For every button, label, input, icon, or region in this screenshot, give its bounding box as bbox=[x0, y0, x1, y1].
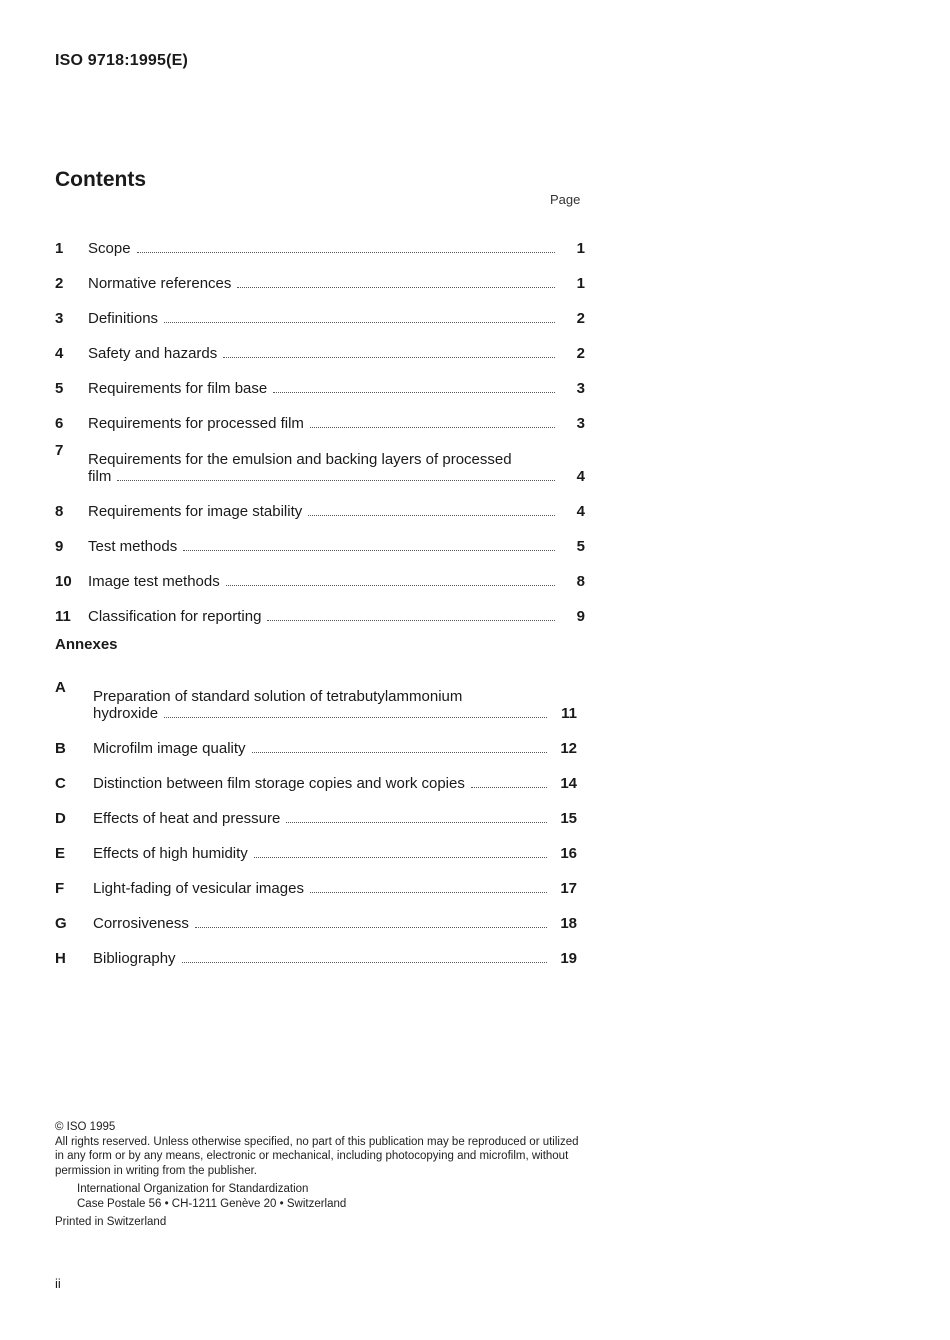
page-reference: 12 bbox=[560, 740, 577, 757]
page-reference: 2 bbox=[576, 310, 585, 327]
entry-title: Effects of high humidity bbox=[93, 845, 248, 862]
toc-entry[interactable] bbox=[55, 222, 585, 257]
entry-number: D bbox=[55, 810, 66, 827]
toc-entry[interactable] bbox=[55, 485, 585, 520]
entry-title: Requirements for film base bbox=[88, 380, 268, 397]
dot-leader bbox=[195, 927, 547, 928]
toc-entry[interactable] bbox=[55, 292, 585, 327]
entry-number: G bbox=[55, 915, 67, 932]
annex-entry[interactable] bbox=[55, 669, 577, 722]
page-reference: 4 bbox=[576, 468, 585, 485]
annexes-list bbox=[55, 669, 577, 967]
annex-entry[interactable] bbox=[55, 897, 577, 932]
toc-entry[interactable] bbox=[55, 257, 585, 292]
entry-title: Safety and hazards bbox=[88, 345, 218, 362]
page-reference: 15 bbox=[560, 810, 577, 827]
entry-number: 4 bbox=[55, 345, 64, 362]
dot-leader bbox=[182, 962, 547, 963]
page-reference: 8 bbox=[576, 573, 585, 590]
entry-number: 1 bbox=[55, 240, 64, 257]
entry-number: B bbox=[55, 740, 66, 757]
toc-entry[interactable] bbox=[55, 397, 585, 432]
page-reference: 9 bbox=[576, 608, 585, 625]
entry-number: H bbox=[55, 950, 66, 967]
page-reference: 11 bbox=[561, 705, 577, 722]
entry-number: 11 bbox=[55, 608, 71, 625]
entry-title: Corrosiveness bbox=[93, 915, 189, 932]
entry-title: Requirements for processed film bbox=[88, 415, 304, 432]
dot-leader bbox=[252, 752, 547, 753]
dot-leader bbox=[471, 787, 547, 788]
rights-statement: All rights reserved. Unless otherwise specified, no part of this publication may be reproduced or utilized in any form or by any means, electronic or mechanical, including photocopying and microfilm, without permission in writing from the publisher. bbox=[55, 1135, 579, 1177]
page-reference: 18 bbox=[560, 915, 577, 932]
entry-title: Light-fading of vesicular images bbox=[93, 880, 304, 897]
dot-leader bbox=[310, 892, 547, 893]
dot-leader bbox=[164, 322, 555, 323]
toc-entry[interactable] bbox=[55, 555, 585, 590]
entry-number: C bbox=[55, 775, 66, 792]
dot-leader bbox=[137, 252, 555, 253]
entry-number: 6 bbox=[55, 415, 64, 432]
entry-number: 5 bbox=[55, 380, 64, 397]
organization-name: International Organization for Standardization bbox=[77, 1183, 309, 1195]
dot-leader bbox=[226, 585, 555, 586]
toc-entry[interactable] bbox=[55, 362, 585, 397]
table-of-contents bbox=[55, 222, 585, 625]
dot-leader bbox=[308, 515, 555, 516]
organization-address: Case Postale 56 • CH-1211 Genève 20 • Switzerland bbox=[77, 1197, 347, 1210]
page-reference: 3 bbox=[576, 380, 585, 397]
dot-leader bbox=[223, 357, 555, 358]
entry-number: 3 bbox=[55, 310, 64, 327]
entry-title: Preparation of standard solution of tetrabutylammonium bbox=[93, 688, 463, 705]
entry-title: Bibliography bbox=[93, 950, 176, 967]
entry-title-continued: hydroxide bbox=[93, 705, 159, 722]
dot-leader bbox=[254, 857, 547, 858]
entry-title: Requirements for the emulsion and backing layers of processed bbox=[88, 451, 512, 468]
annex-entry[interactable] bbox=[55, 722, 577, 757]
entry-title: Definitions bbox=[88, 310, 159, 327]
entry-title: Normative references bbox=[88, 275, 232, 292]
dot-leader bbox=[117, 480, 555, 481]
entry-title: Distinction between film storage copies and work copies bbox=[93, 775, 465, 792]
annex-entry[interactable] bbox=[55, 827, 577, 862]
printed-in: Printed in Switzerland bbox=[55, 1216, 167, 1228]
entry-title-continued: film bbox=[88, 468, 112, 485]
copyright-block bbox=[55, 1120, 585, 1230]
entry-number: 10 bbox=[55, 573, 72, 590]
annexes-heading: Annexes bbox=[55, 636, 118, 653]
dot-leader bbox=[273, 392, 555, 393]
dot-leader bbox=[310, 427, 555, 428]
entry-title: Test methods bbox=[88, 538, 178, 555]
entry-number: 7 bbox=[55, 442, 64, 459]
annex-entry[interactable] bbox=[55, 757, 577, 792]
page-column-header: Page bbox=[550, 192, 581, 207]
toc-entry[interactable] bbox=[55, 327, 585, 362]
entry-title: Microfilm image quality bbox=[93, 740, 246, 757]
entry-title: Effects of heat and pressure bbox=[93, 810, 281, 827]
dot-leader bbox=[267, 620, 555, 621]
entry-title: Classification for reporting bbox=[88, 608, 262, 625]
page-reference: 17 bbox=[560, 880, 577, 897]
document-id: ISO 9718:1995(E) bbox=[55, 52, 189, 69]
entry-number: A bbox=[55, 679, 66, 696]
dot-leader bbox=[286, 822, 547, 823]
toc-entry[interactable] bbox=[55, 432, 585, 485]
entry-title: Requirements for image stability bbox=[88, 503, 303, 520]
page-reference: 4 bbox=[576, 503, 585, 520]
annex-entry[interactable] bbox=[55, 862, 577, 897]
entry-number: F bbox=[55, 880, 65, 897]
entry-number: 8 bbox=[55, 503, 64, 520]
dot-leader bbox=[164, 717, 547, 718]
entry-title: Scope bbox=[88, 240, 131, 257]
toc-entry[interactable] bbox=[55, 520, 585, 555]
entry-number: 9 bbox=[55, 538, 64, 555]
annex-entry[interactable] bbox=[55, 932, 577, 967]
annex-entry[interactable] bbox=[55, 792, 577, 827]
entry-number: 2 bbox=[55, 275, 64, 292]
page-reference: 16 bbox=[560, 845, 577, 862]
page-reference: 5 bbox=[576, 538, 585, 555]
dot-leader bbox=[183, 550, 555, 551]
copyright-line: © ISO 1995 bbox=[55, 1121, 116, 1133]
entry-title: Image test methods bbox=[88, 573, 220, 590]
page-number: ii bbox=[55, 1276, 61, 1291]
page-reference: 2 bbox=[576, 345, 585, 362]
contents-heading: Contents bbox=[55, 168, 146, 191]
dot-leader bbox=[237, 287, 555, 288]
toc-entry[interactable] bbox=[55, 590, 585, 625]
page-reference: 14 bbox=[560, 775, 577, 792]
page-reference: 19 bbox=[560, 950, 577, 967]
entry-number: E bbox=[55, 845, 66, 862]
page-reference: 1 bbox=[576, 275, 585, 292]
page-reference: 1 bbox=[576, 240, 585, 257]
page-reference: 3 bbox=[576, 415, 585, 432]
